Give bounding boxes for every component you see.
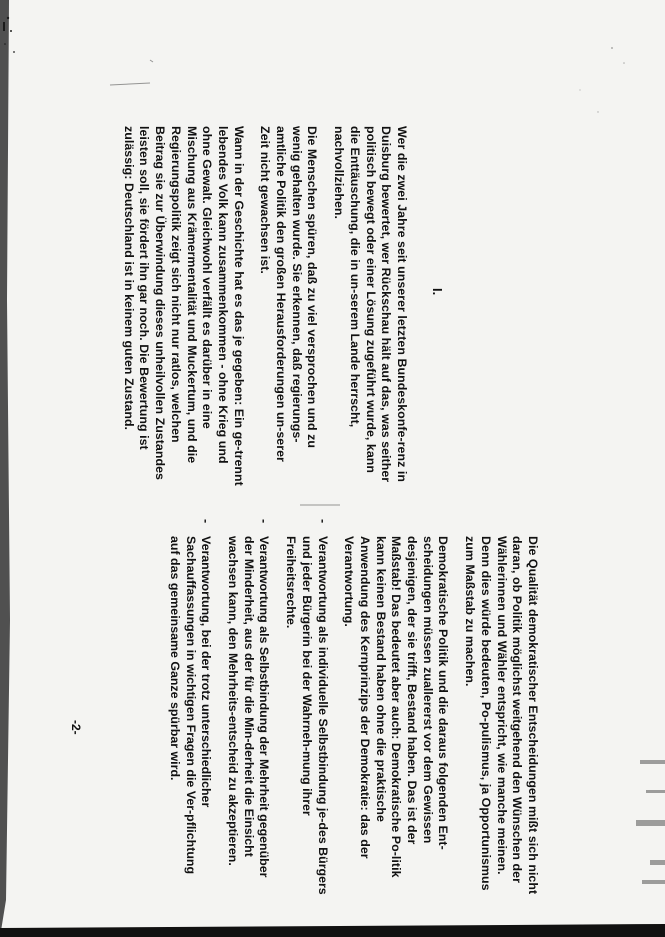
paragraph-people-sense: Die Menschen spüren, daß zu viel versprochen und zu wenig gehalten wurde. Sie erkennen, daß regierungs-amtliche Politik den großen Herausforderungen un-serer Zeit nicht gewachsen ist.	[258, 126, 320, 462]
bullet-marker: -	[315, 519, 330, 524]
bullet-marker: -	[199, 519, 214, 524]
paragraph-conference-review: Wer die zwei Jahre seit unserer letzten Bundeskonfe-renz in Duisburg bewertet, wer Rückschau hält auf das, was seither politisch bewegt oder einer Lösung zugeführt wurde, kann die Enttäuschung, die in un-serem Lande herrscht, nachvollziehen.	[332, 126, 409, 483]
section-heading: I.	[430, 288, 445, 296]
list-item-text: Verantwortung als individuelle Selbstbindung je-des Bürgers und jeder Bürgerin bei der Wahrneh-mung ihrer Freiheitsrechte.	[284, 536, 330, 895]
list-item	[282, 519, 330, 896]
left-column	[109, 126, 409, 486]
paragraph-quality-decisions: Die Qualität demokratischer Entscheidungen mißt sich nicht daran, ob Politik möglichst weitgehend den Wünschen der Wählerinnen und Wähler entspricht, wie manche meinen. Denn dies würde bedeuten, Po-pulismus, ja Opportunismus zum Maßstab zu machen.	[463, 536, 540, 895]
page-number: -2-	[69, 720, 83, 735]
list-item-text: Verantwortung, bei der trotz unterschiedlicher Sachauffassungen in wichtigen Fragen die Ver-pflichtung auf das gemeinsame Ganze spürbar wird.	[167, 536, 214, 875]
list-item-text: Verantwortung als Selbstbindung der Mehrheit gegenüber der Minderheit, aus der für die Min-derheit die Einsicht wachsen kann, den Mehrheits-entscheid zu akzeptieren.	[226, 536, 272, 878]
responsibility-list	[166, 519, 330, 896]
bullet-marker: -	[257, 519, 272, 524]
list-item	[166, 519, 214, 896]
right-column	[155, 519, 540, 896]
paragraph-history: Wann in der Geschichte hat es das je gegeben: Ein ge-trennt lebendes Volk kann zusammenkommen - ohne Krieg und ohne Gewalt. Gleichwohl verfällt es darüber in eine Mischung aus Krämermentalität und Muckertum, und die Regierungspolitik zeigt sich nicht nur ratlos, welchen Beitrag sie zur Überwindung dieses unheilvollen Zustandes leisten soll, sie fördert ihn gar noch. Die Bewertung ist zulässig: Deutschland ist in keinem guten Zustand.	[121, 126, 246, 486]
list-item	[224, 519, 272, 896]
paragraph-democratic-politics: Demokratische Politik und die daraus folgenden Ent-scheidungen müssen zuallererst vor dem Gewissen desjenigen, der sie trifft, Bestand haben. Das ist der Maßstab! Das bedeutet aber auch: Demokratische Po-litik kann keinen Bestand haben ohne die praktische Anwendung des Kernprinzips der Demokratie: das der Verantwortung.	[342, 536, 451, 878]
